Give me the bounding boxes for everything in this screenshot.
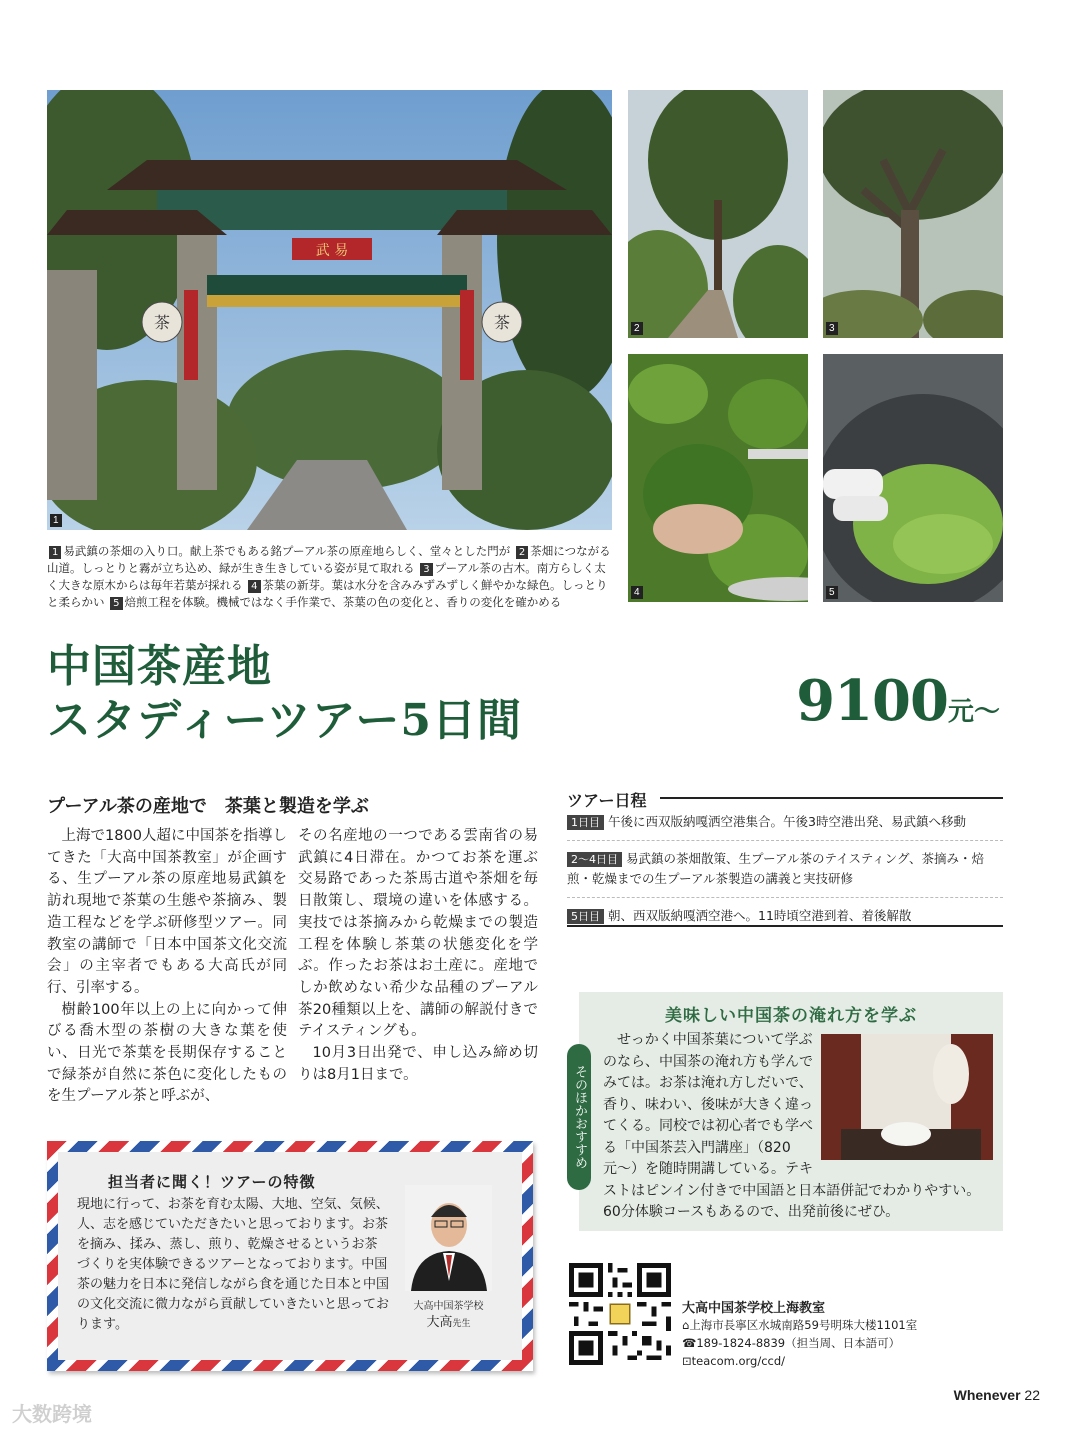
caption-text-3: プーアル茶の古木。南方らしく太く大きな原木からは毎年若葉が採れる <box>47 561 606 592</box>
price-unit: 元〜 <box>947 697 1000 727</box>
recommend-tab: そのほかおすすめ <box>567 1044 591 1190</box>
watermark: 大数跨境 <box>12 1402 92 1426</box>
schedule-text: 朝、西双版納嘎洒空港へ。11時頃空港到着、着後解散 <box>608 908 912 923</box>
phone-line <box>682 1335 900 1351</box>
schedule-row <box>567 812 1003 841</box>
location-icon: ⌂ <box>682 1318 690 1332</box>
divider <box>567 925 1003 927</box>
schedule-list <box>567 812 1003 942</box>
caption-number: 1 <box>49 546 61 559</box>
photo-number: 3 <box>826 322 838 335</box>
web-icon: ⊡ <box>682 1354 692 1368</box>
tea-pouring-photo <box>821 1034 993 1160</box>
old-tea-tree-photo <box>823 90 1003 338</box>
photo-number: 5 <box>826 586 838 599</box>
caption-text-5: 焙煎工程を体験。機械ではなく手作業で、茶葉の色の変化と、香りの変化を確かめる <box>124 595 562 609</box>
body-paragraph: 上海で1800人超に中国茶を指導してきた「大高中国茶教室」が企画する、生プーアル茶の原産地易武鎮を訪れ現地で茶葉の生態や茶摘み、製造工程などを学ぶ研修型ツアー。同教室の講師で「日本中国茶文化交流会」の主宰者でもある大高氏が同行、引率する。 <box>47 828 287 996</box>
gate-photo <box>47 90 612 530</box>
schedule-heading: ツアー日程 <box>567 791 647 810</box>
caption-text-1: 易武鎮の茶畑の入り口。献上茶でもある銘プーアル茶の原産地らしく、堂々とした門が <box>63 544 511 558</box>
photo-caption <box>47 543 615 611</box>
schedule-text: 易武鎮の茶畑散策、生プーアル茶のテイスティング、茶摘み・焙煎・乾燥までの生プーアル茶製造の講義と実技研修 <box>567 851 985 886</box>
caption-number: 5 <box>110 597 122 610</box>
mountain-road-photo <box>628 90 808 338</box>
photo-number: 2 <box>631 322 643 335</box>
article-subhead: プーアル茶の産地で 茶葉と製造を学ぶ <box>47 796 369 817</box>
page-footer <box>954 1387 1040 1403</box>
article-title <box>47 640 522 748</box>
teacher-honorific: 先生 <box>452 1319 471 1329</box>
day-tag: 5日目 <box>567 909 604 924</box>
magazine-name: Whenever <box>953 1387 1021 1403</box>
title-line-1: 中国茶産地 <box>47 641 272 692</box>
interview-text: 現地に行って、お茶を育む太陽、大地、空気、気候、人、志を感じていただきたいと思っております。お茶を摘み、揉み、蒸し、煎り、乾燥させるというお茶づくりを実体験できるツアーとなっております。中国茶の魅力を日本に発信しながら食を通じた日本と中国の文化交流に微力ながら貢献していきたいと思っております。 <box>77 1197 390 1332</box>
price-amount: 9100 <box>796 668 948 734</box>
caption-number: 4 <box>248 580 260 593</box>
body-paragraph: 樹齢100年以上の上に向かって伸びる喬木型の茶樹の大きな葉を使い、日光で茶葉を長期保存することで緑茶が自然に茶色に変化したものを生プーアル茶と呼ぶが、 <box>47 1001 287 1105</box>
teacher-name <box>405 1311 492 1330</box>
day-tag: 1日目 <box>567 815 604 830</box>
interview-title: 担当者に聞く！ツアーの特徴 <box>108 1173 316 1191</box>
caption-number: 2 <box>516 546 528 559</box>
gate-tea-right: 茶 <box>493 313 511 332</box>
gate-sign-text: 武 易 <box>315 243 349 259</box>
web-text[interactable]: teacom.org/ccd/ <box>691 1354 786 1368</box>
page-number: 22 <box>1024 1387 1040 1403</box>
school-name: 大高中国茶学校上海教室 <box>682 1301 826 1316</box>
web-line[interactable] <box>682 1353 785 1369</box>
address-text: 上海市長寧区水城南路59号明珠大楼1101室 <box>689 1318 918 1332</box>
body-column-1 <box>47 826 287 1108</box>
gate-tea-left: 茶 <box>153 313 171 332</box>
photo-number: 1 <box>50 514 62 527</box>
body-paragraph: 10月3日出発で、申し込み締め切りは8月1日まで。 <box>298 1045 538 1083</box>
phone-icon: ☎ <box>682 1336 697 1350</box>
title-line-2: スタディーツアー5日間 <box>47 695 523 746</box>
caption-number: 3 <box>420 563 432 576</box>
day-tag: 2〜4日目 <box>567 852 622 867</box>
schedule-text: 午後に西双版納嘎洒空港集合。午後3時空港出発、易武鎮へ移動 <box>608 814 966 829</box>
schedule-row <box>567 849 1003 898</box>
body-column-2 <box>298 826 538 1086</box>
recommend-title: 美味しい中国茶の淹れ方を学ぶ <box>665 1006 917 1026</box>
phone-text: 189-1824-8839（担当周、日本語可） <box>696 1336 901 1350</box>
price <box>796 668 1000 734</box>
caption-text-4: 茶葉の新芽。葉は水分を含みみずみずしく鮮やかな緑色。しっとりと柔らかい <box>47 578 608 609</box>
photo-number: 4 <box>631 586 643 599</box>
recommend-text-block <box>603 1030 993 1224</box>
teacher-photo <box>405 1185 492 1291</box>
caption-text-2: 茶畑につながる山道。しっとりと霧が立ち込め、緑が生き生きしている姿が見て取れる <box>47 544 611 575</box>
schedule-row <box>567 906 1003 934</box>
teacher-name-text: 大高 <box>426 1315 453 1330</box>
body-paragraph: その名産地の一つである雲南省の易武鎮に4日滞在。かつてお茶を運ぶ交易路であった茶馬古道や茶畑を毎日散策し、環境の違いを体感する。実技では茶摘みから乾燥までの製造工程を体験し茶葉の状態変化を学ぶ。作ったお茶はお土産に。産地でしか飲めない希少な品種のプーアル茶20種類以上を、講師の解説付きでテイスティングも。 <box>298 828 538 1040</box>
tea-leaves-photo <box>628 354 808 602</box>
recommend-text: せっかく中国茶葉について学ぶのなら、中国茶の淹れ方も学んでみては。お茶は淹れ方しだいで、香り、味わい、後味が大きく違ってくる。同校では初心者でも学べる「中国茶芸入門講座」（820元〜）を随時開講している。テキストはピンイン付きで中国語と日本語併記でわかりやすい。60分体験コースもあるので、出発前後にぜひ。 <box>603 1032 981 1220</box>
divider <box>660 797 1003 799</box>
teacher-org: 大高中国茶学校 <box>413 1301 484 1312</box>
roasting-photo <box>823 354 1003 602</box>
address-line <box>682 1317 917 1333</box>
qr-code[interactable] <box>569 1263 671 1365</box>
